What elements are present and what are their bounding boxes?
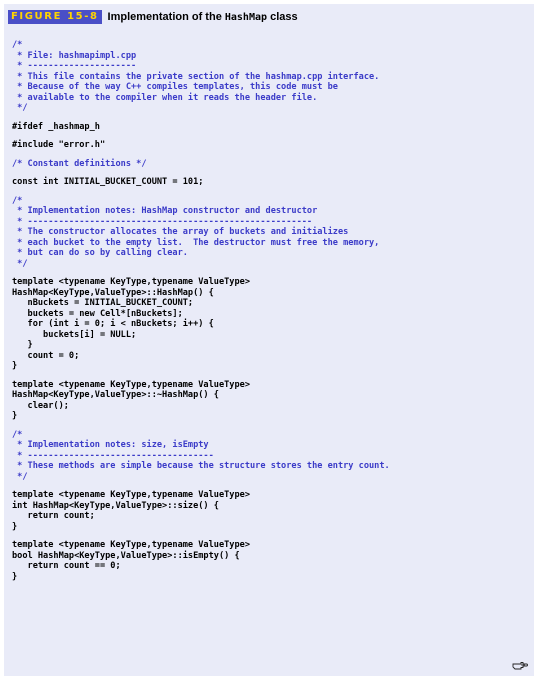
code-line: return count;: [12, 511, 95, 521]
comment-line: * ------------------------------------: [12, 450, 214, 461]
figure-caption: [8, 10, 298, 24]
blank-line: [12, 188, 530, 196]
comment-line: * -------------------------------------------------------: [12, 216, 313, 227]
comment-line: * The constructor allocates the array of buckets and initializes: [12, 227, 349, 237]
comment-line: /*: [12, 40, 23, 50]
comment-line: */: [12, 258, 28, 269]
blank-line: [12, 372, 530, 380]
figure-panel: [4, 4, 534, 676]
code-line: const int INITIAL_BUCKET_COUNT = 101;: [12, 177, 204, 187]
comment-line: * File: hashmapimpl.cpp: [12, 50, 137, 61]
figure-label: FIGURE 15-8: [8, 10, 102, 24]
code-line: }: [12, 361, 18, 371]
code-line: buckets[i] = NULL;: [12, 329, 137, 340]
comment-line: /*: [12, 195, 23, 206]
blank-line: [12, 114, 530, 122]
code-line: template <typename KeyType,typename ValueType>: [12, 277, 250, 287]
comment-line: * ---------------------: [12, 61, 137, 71]
blank-line: [12, 482, 530, 490]
figure-title-suffix: class: [267, 11, 298, 23]
blank-line: [12, 132, 530, 140]
comment-line: * each bucket to the empty list. The destructor must free the memory,: [12, 237, 380, 248]
comment-line: * Implementation notes: size, isEmpty: [12, 440, 209, 450]
figure-title-code: HashMap: [224, 12, 268, 23]
code-line: #ifdef _hashmap_h: [12, 121, 100, 132]
code-line: return count == 0;: [12, 561, 121, 571]
code-line: HashMap<KeyType,ValueType>::~HashMap() {: [12, 390, 219, 400]
code-line: clear();: [12, 400, 69, 411]
comment-line: * This file contains the private section of the hashmap.cpp interface.: [12, 71, 380, 82]
blank-line: [12, 532, 530, 540]
comment-line: * available to the compiler when it reads the header file.: [12, 92, 318, 103]
comment-line: * but can do so by calling clear.: [12, 248, 188, 258]
code-line: }: [12, 571, 18, 582]
comment-line: */: [12, 103, 28, 113]
code-line: int HashMap<KeyType,ValueType>::size() {: [12, 500, 219, 511]
blank-line: [12, 422, 530, 430]
comment-line: * These methods are simple because the structure stores the entry count.: [12, 461, 390, 471]
pointing-hand-icon: [512, 660, 528, 670]
blank-line: [12, 151, 530, 159]
code-line: buckets = new Cell*[nBuckets];: [12, 308, 183, 319]
code-listing: [12, 40, 530, 582]
figure-title-prefix: Implementation of the: [107, 11, 225, 23]
code-line: for (int i = 0; i < nBuckets; i++) {: [12, 319, 214, 329]
code-line: template <typename KeyType,typename ValueType>: [12, 379, 250, 390]
code-line: }: [12, 340, 33, 350]
code-line: HashMap<KeyType,ValueType>::HashMap() {: [12, 287, 214, 298]
code-line: }: [12, 411, 18, 421]
blank-line: [12, 169, 530, 177]
comment-line: * Implementation notes: HashMap constructor and destructor: [12, 206, 318, 216]
blank-line: [12, 269, 530, 277]
code-line: #include "error.h": [12, 140, 106, 150]
comment-line: */: [12, 471, 28, 482]
comment-line: /* Constant definitions */: [12, 158, 147, 169]
figure-title: [108, 11, 298, 23]
code-line: template <typename KeyType,typename ValueType>: [12, 540, 250, 550]
code-line: count = 0;: [12, 350, 80, 361]
code-line: }: [12, 521, 18, 532]
code-line: template <typename KeyType,typename ValueType>: [12, 490, 250, 500]
code-line: bool HashMap<KeyType,ValueType>::isEmpty() {: [12, 550, 240, 561]
comment-line: /*: [12, 429, 23, 440]
comment-line: * Because of the way C++ compiles templates, this code must be: [12, 82, 338, 92]
code-line: nBuckets = INITIAL_BUCKET_COUNT;: [12, 298, 194, 308]
